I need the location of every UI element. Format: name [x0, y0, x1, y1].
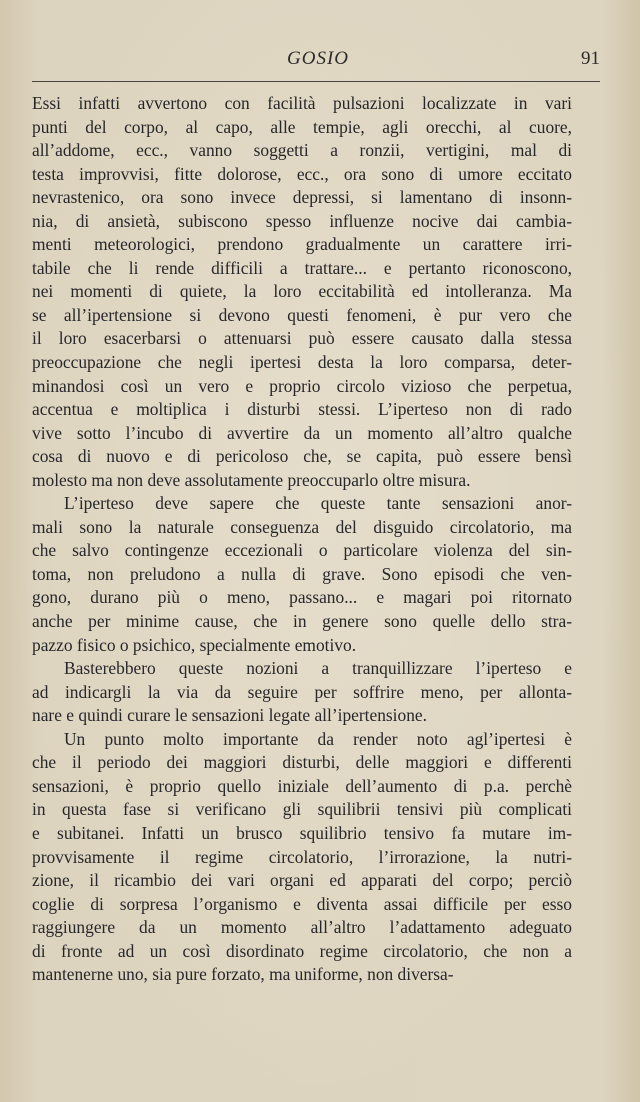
text-line: vive sotto l’incubo di avvertire da un momento all’altro qualche: [32, 422, 572, 443]
text-line: nei momenti di quiete, la loro eccitabilità ed intolleranza. Ma: [32, 281, 572, 302]
body-text: [32, 92, 572, 987]
text-line: preoccupazione che negli ipertesi desta la loro comparsa, deter-: [32, 352, 572, 373]
text-line: nevrastenico, ora sono invece depressi, si lamentano di insonn-: [32, 187, 572, 208]
text-line: che il periodo dei maggiori disturbi, delle maggiori e differenti: [32, 752, 572, 773]
text-line: sensazioni, è proprio quello iniziale dell’aumento di p.a. perchè: [32, 775, 572, 796]
text-line: toma, non preludono a nulla di grave. Sono episodi che ven-: [32, 563, 572, 584]
text-line: il loro esacerbarsi o attenuarsi può essere causato dalla stessa: [32, 328, 572, 349]
text-line: anche per minime cause, che in genere sono quelle dello stra-: [32, 611, 572, 632]
text-line: provvisamente il regime circolatorio, l’irrorazione, la nutri-: [32, 846, 572, 867]
text-line: raggiungere da un momento all’altro l’adattamento adeguato: [32, 917, 572, 938]
text-line: gono, durano più o meno, passano... e magari poi ritornato: [32, 587, 572, 608]
text-line: mali sono la naturale conseguenza del disguido circolatorio, ma: [32, 516, 572, 537]
text-line: accentua e moltiplica i disturbi stessi. L’iperteso non di rado: [32, 399, 572, 420]
text-line: nare e quindi curare le sensazioni legate all’ipertensione.: [32, 705, 427, 726]
text-line: zione, il ricambio dei vari organi ed apparati del corpo; perciò: [32, 870, 572, 891]
text-line: minandosi così un vero e proprio circolo vizioso che perpetua,: [32, 375, 572, 396]
text-line: molesto ma non deve assolutamente preoccuparlo oltre misura.: [32, 469, 471, 490]
text-line: di fronte ad un così disordinato regime circolatorio, che non a: [32, 940, 572, 961]
text-line: mantenerne uno, sia pure forzato, ma uniforme, non diversa-: [32, 964, 454, 985]
text-line: Basterebbero queste nozioni a tranquillizzare l’iperteso e: [64, 658, 572, 679]
text-line: pazzo fisico o psichico, specialmente emotivo.: [32, 634, 357, 655]
text-line: Un punto molto importante da render noto agl’ipertesi è: [64, 728, 572, 749]
text-line: cosa di nuovo e di pericoloso che, se capita, può essere bensì: [32, 446, 572, 467]
text-line: Essi infatti avvertono con facilità pulsazioni localizzate in vari: [32, 93, 572, 113]
text-line: tabile che li rende difficili a trattare... e pertanto riconoscono,: [32, 257, 572, 278]
running-title: GOSIO: [287, 48, 349, 69]
text-line: L’iperteso deve sapere che queste tante sensazioni anor-: [64, 493, 572, 514]
header-rule: [32, 81, 600, 82]
text-line: coglie di sorpresa l’organismo e diventa assai difficile per esso: [32, 893, 572, 914]
text-line: punti del corpo, al capo, alle tempie, agli orecchi, al cuore,: [32, 116, 572, 137]
text-line: all’addome, ecc., vanno soggetti a ronzii, vertigini, mal di: [32, 140, 572, 161]
text-line: menti meteorologici, prendono gradualmente un carattere irri-: [32, 234, 572, 255]
text-line: se all’ipertensione si devono questi fenomeni, è pur vero che: [32, 304, 572, 325]
text-line: testa improvvisi, fitte dolorose, ecc., ora sono di umore eccitato: [32, 163, 572, 184]
text-line: che salvo contingenze eccezionali o particolare violenza del sin-: [32, 540, 572, 561]
page-number: 91: [581, 48, 600, 69]
text-line: nia, di ansietà, subiscono spesso influenze nocive dai cambia-: [32, 210, 572, 231]
text-line: ad indicargli la via da seguire per soffrire meno, per allonta-: [32, 681, 572, 702]
text-line: in questa fase si verificano gli squilibrii tensivi più complicati: [32, 799, 572, 820]
text-line: e subitanei. Infatti un brusco squilibrio tensivo fa mutare im-: [32, 822, 572, 843]
running-head: [32, 44, 604, 78]
